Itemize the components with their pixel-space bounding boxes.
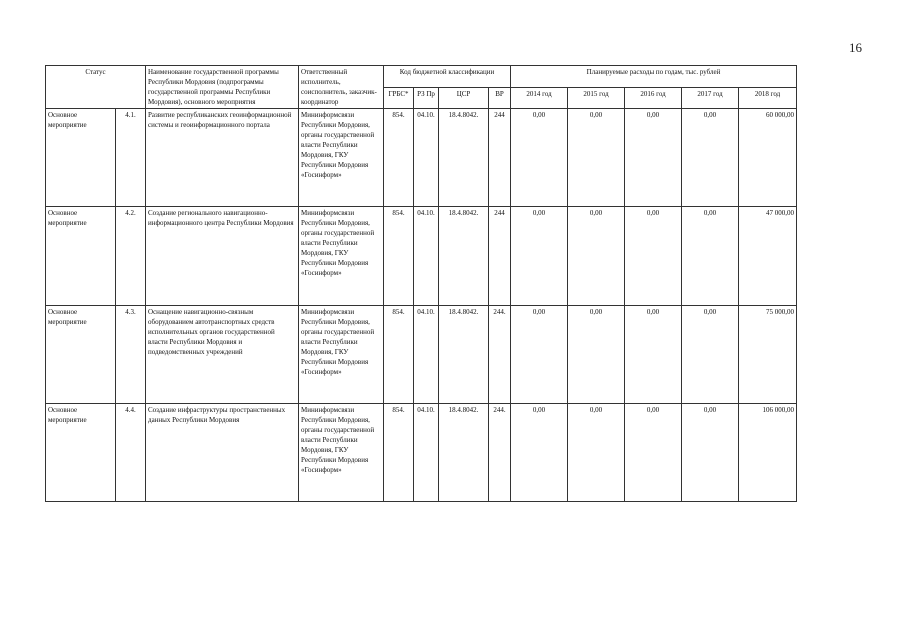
- row-value-2017: 0,00: [682, 109, 739, 207]
- row-grbs: 854.: [384, 207, 414, 305]
- row-name: Развитие республиканских геоинформационной системы и геоинформационного портала: [146, 109, 299, 207]
- row-grbs: 854.: [384, 305, 414, 403]
- header-vr: ВР: [489, 87, 511, 109]
- row-number: 4.2.: [116, 207, 146, 305]
- row-value-2014: 0,00: [511, 403, 568, 501]
- row-name: Оснащение навигационно-связным оборудованием автотранспортных средств исполнительных органов государственной власти Республики Мордовия и подведомственных учреждений: [146, 305, 299, 403]
- row-value-2017: 0,00: [682, 305, 739, 403]
- row-grbs: 854.: [384, 109, 414, 207]
- header-year-2017: 2017 год: [682, 87, 739, 109]
- row-value-2014: 0,00: [511, 109, 568, 207]
- row-status: Основное мероприятие: [46, 403, 116, 501]
- row-number: 4.1.: [116, 109, 146, 207]
- row-number: 4.3.: [116, 305, 146, 403]
- page-number: 16: [849, 40, 862, 55]
- header-row-1: [46, 66, 797, 88]
- row-value-2018: 60 000,00: [739, 109, 797, 207]
- row-value-2014: 0,00: [511, 207, 568, 305]
- row-responsible: Мининформсвязи Республики Мордовия, органы государственной власти Республики Мордовия, ГКУ Республики Мордовия «Госинформ»: [299, 207, 384, 305]
- header-year-2014: 2014 год: [511, 87, 568, 109]
- row-status: Основное мероприятие: [46, 207, 116, 305]
- header-csr: ЦСР: [439, 87, 489, 109]
- row-value-2018: 47 000,00: [739, 207, 797, 305]
- row-rz-pr: 04.10.: [414, 403, 439, 501]
- row-number: 4.4.: [116, 403, 146, 501]
- row-value-2014: 0,00: [511, 305, 568, 403]
- header-responsible: Ответственный исполнитель, соисполнитель, заказчик-координатор: [299, 66, 384, 109]
- row-csr: 18.4.8042.: [439, 305, 489, 403]
- header-planned: Планируемые расходы по годам, тыс. рублей: [511, 66, 797, 88]
- header-rz-pr: РЗ Пр: [414, 87, 439, 109]
- row-vr: 244.: [489, 403, 511, 501]
- header-year-2016: 2016 год: [625, 87, 682, 109]
- header-name: Наименование государственной программы Республики Мордовия (подпрограммы государственной программы Республики Мордовия), основного мероприятия: [146, 66, 299, 109]
- table-row: [46, 207, 797, 305]
- row-value-2015: 0,00: [568, 305, 625, 403]
- row-value-2015: 0,00: [568, 403, 625, 501]
- row-status: Основное мероприятие: [46, 109, 116, 207]
- row-csr: 18.4.8042.: [439, 109, 489, 207]
- row-grbs: 854.: [384, 403, 414, 501]
- row-value-2016: 0,00: [625, 305, 682, 403]
- row-value-2015: 0,00: [568, 109, 625, 207]
- table-row: [46, 305, 797, 403]
- row-value-2016: 0,00: [625, 109, 682, 207]
- row-responsible: Мининформсвязи Республики Мордовия, органы государственной власти Республики Мордовия, ГКУ Республики Мордовия «Госинформ»: [299, 109, 384, 207]
- row-value-2017: 0,00: [682, 403, 739, 501]
- row-vr: 244.: [489, 305, 511, 403]
- row-vr: 244: [489, 207, 511, 305]
- row-csr: 18.4.8042.: [439, 207, 489, 305]
- header-status: Статус: [46, 66, 146, 109]
- row-value-2015: 0,00: [568, 207, 625, 305]
- row-value-2016: 0,00: [625, 207, 682, 305]
- row-csr: 18.4.8042.: [439, 403, 489, 501]
- row-value-2016: 0,00: [625, 403, 682, 501]
- header-grbs: ГРБС*: [384, 87, 414, 109]
- header-year-2018: 2018 год: [739, 87, 797, 109]
- row-value-2018: 75 000,00: [739, 305, 797, 403]
- table-row: [46, 109, 797, 207]
- expenditure-table: [45, 65, 797, 502]
- row-responsible: Мининформсвязи Республики Мордовия, органы государственной власти Республики Мордовия, ГКУ Республики Мордовия «Госинформ»: [299, 403, 384, 501]
- row-rz-pr: 04.10.: [414, 109, 439, 207]
- table-row: [46, 403, 797, 501]
- row-status: Основное мероприятие: [46, 305, 116, 403]
- row-value-2018: 106 000,00: [739, 403, 797, 501]
- row-rz-pr: 04.10.: [414, 305, 439, 403]
- row-vr: 244: [489, 109, 511, 207]
- header-year-2015: 2015 год: [568, 87, 625, 109]
- row-name: Создание регионального навигационно-информационного центра Республики Мордовия: [146, 207, 299, 305]
- header-budget-code: Код бюджетной классификации: [384, 66, 511, 88]
- row-rz-pr: 04.10.: [414, 207, 439, 305]
- row-responsible: Мининформсвязи Республики Мордовия, органы государственной власти Республики Мордовия, ГКУ Республики Мордовия «Госинформ»: [299, 305, 384, 403]
- row-value-2017: 0,00: [682, 207, 739, 305]
- row-name: Создание инфраструктуры пространственных данных Республики Мордовия: [146, 403, 299, 501]
